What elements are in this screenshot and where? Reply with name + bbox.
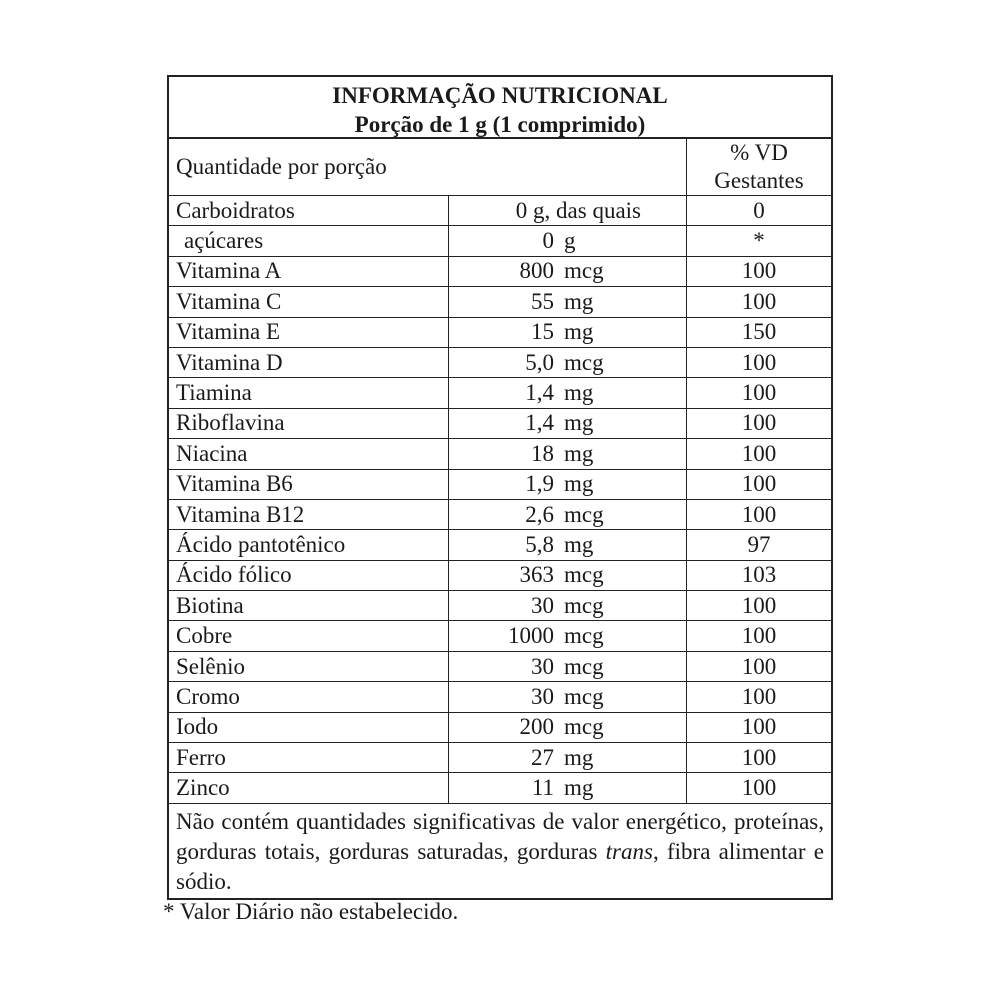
nutrient-amount-unit: mg [564,410,594,436]
nutrient-amount [449,408,687,438]
table-row [169,347,831,377]
nutrient-name-text: Biotina [176,592,244,618]
nutrient-amount-unit: mg [564,440,594,466]
nutrient-vd: 100 [687,378,832,408]
nutrition-facts-label [167,75,833,900]
nutrient-amount-unit: mcg [564,501,604,527]
nutrient-name-text: Vitamina B12 [176,501,305,527]
nutrient-amount-unit: mcg [564,562,604,588]
nutrient-vd: 100 [687,439,832,469]
table-row [169,469,831,499]
nutrient-name [169,408,449,438]
nutrient-vd: 100 [687,743,832,773]
nutrient-name-text: Iodo [176,714,219,740]
footer-note [169,804,831,898]
nutrient-vd: 100 [687,621,832,651]
label-header [169,77,831,139]
nutrient-amount-value: 5,8 [525,531,554,557]
nutrient-amount-wrap [449,561,686,589]
nutrient-name-text: Selênio [176,653,245,679]
nutrient-name-text: Vitamina D [176,349,283,375]
nutrient-amount-wrap [449,257,686,285]
nutrient-amount-wrap [449,592,686,620]
nutrient-amount-text: 0 g, das quais [515,197,641,223]
table-row [169,408,831,438]
nutrient-vd: 100 [687,347,832,377]
nutrient-amount-value: 1,4 [525,380,554,406]
qty-per-portion-header: Quantidade por porção [169,139,687,196]
nutrient-amount-wrap [449,713,686,741]
nutrient-amount [449,378,687,408]
nutrient-amount-unit: mcg [564,258,604,284]
nutrient-vd: * [687,226,832,256]
nutrient-amount-value: 363 [519,562,554,588]
nutrient-amount [449,287,687,317]
nutrient-amount-unit: mcg [564,592,604,618]
nutrient-vd: 100 [687,773,832,803]
nutrient-name [169,469,449,499]
nutrient-amount-wrap [449,531,686,559]
nutrient-name [169,317,449,347]
nutrient-amount-value: 30 [531,592,554,618]
nutrient-name [169,499,449,529]
nutrient-name-text: Cromo [176,683,240,709]
nutrient-amount-unit: mcg [564,653,604,679]
nutrient-amount-value: 1,4 [525,410,554,436]
nutrient-amount [449,743,687,773]
nutrient-name [169,560,449,590]
nutrient-vd: 97 [687,530,832,560]
nutrient-amount-unit: g [564,228,576,254]
table-row [169,287,831,317]
nutrient-name [169,226,449,256]
nutrient-name [169,621,449,651]
nutrient-amount-wrap [449,409,686,437]
table-row [169,317,831,347]
nutrient-amount-wrap [449,440,686,468]
nutrient-amount-wrap [449,653,686,681]
nutrient-name [169,651,449,681]
nutrient-amount-value: 1,9 [525,471,554,497]
nutrient-vd: 100 [687,287,832,317]
nutrient-name-text: açúcares [184,228,264,254]
nutrient-amount-value: 55 [531,288,554,314]
nutrient-amount [449,591,687,621]
nutrient-amount [449,439,687,469]
nutrient-name-text: Tiamina [176,380,252,406]
nutrient-name [169,378,449,408]
nutrient-amount [449,196,687,226]
nutrient-name-text: Vitamina E [176,319,281,345]
nutrient-amount-wrap [449,288,686,316]
nutrient-name-text: Cobre [176,623,233,649]
nutrient-vd: 100 [687,256,832,286]
table-row [169,743,831,773]
vd-header-line2: Gestantes [714,168,804,193]
table-row [169,591,831,621]
table-row [169,651,831,681]
nutrient-amount-unit: mg [564,319,594,345]
nutrient-amount-value: 800 [519,258,554,284]
nutrient-vd: 100 [687,712,832,742]
table-row [169,378,831,408]
nutrient-name [169,256,449,286]
nutrient-amount [449,651,687,681]
nutrient-amount-wrap [449,622,686,650]
nutrient-name-text: Ácido fólico [176,562,292,588]
nutrient-name [169,287,449,317]
nutrient-name [169,439,449,469]
nutrient-amount-wrap [449,349,686,377]
nutrition-table [169,139,831,804]
table-row [169,530,831,560]
nutrient-amount [449,773,687,803]
nutrient-amount-value: 30 [531,653,554,679]
nutrient-vd: 0 [687,196,832,226]
table-row [169,439,831,469]
table-row [169,773,831,803]
nutrient-amount [449,621,687,651]
nutrient-vd: 100 [687,469,832,499]
nutrient-name-text: Zinco [176,775,230,801]
nutrient-name [169,591,449,621]
nutrient-name-text: Carboidratos [176,197,295,223]
nutrient-name-text: Vitamina A [176,258,282,284]
nutrient-name [169,347,449,377]
table-row [169,226,831,256]
nutrient-amount-unit: mg [564,531,594,557]
table-row [169,712,831,742]
nutrient-amount-unit: mg [564,775,594,801]
nutrient-vd: 103 [687,560,832,590]
nutrient-amount [449,530,687,560]
nutrient-amount [449,560,687,590]
nutrient-amount [449,712,687,742]
nutrient-name-text: Niacina [176,440,248,466]
vd-header [687,139,832,196]
nutrient-amount-unit: mcg [564,623,604,649]
nutrient-amount-wrap [449,744,686,772]
nutrient-amount-wrap [449,470,686,498]
nutrient-name-text: Vitamina B6 [176,471,293,497]
nutrient-amount-wrap [449,318,686,346]
table-row [169,560,831,590]
nutrient-vd: 100 [687,682,832,712]
nutrient-amount-unit: mcg [564,714,604,740]
nutrient-amount [449,317,687,347]
nutrient-amount-unit: mcg [564,349,604,375]
nutrient-amount-unit: mg [564,288,594,314]
nutrient-amount-value: 200 [519,714,554,740]
nutrient-amount-value: 27 [531,744,554,770]
nutrient-amount-wrap [449,379,686,407]
nutrient-amount-value: 15 [531,319,554,345]
nutrient-amount-value: 5,0 [525,349,554,375]
nutrient-amount-value: 18 [531,440,554,466]
nutrient-amount [449,347,687,377]
nutrient-amount-value: 30 [531,683,554,709]
nutrient-name [169,530,449,560]
nutrient-vd: 100 [687,408,832,438]
nutrient-vd: 100 [687,591,832,621]
nutrient-amount [449,226,687,256]
vd-header-line1: % VD [730,140,788,165]
footer-note-text-1: Não contém quantidades significativas de valor energético, proteínas, gorduras totais, gorduras saturadas, gorduras [176,808,824,864]
nutrient-amount-unit: mg [564,471,594,497]
nutrient-amount-value: 1000 [508,623,554,649]
nutrient-amount-unit: mg [564,380,594,406]
nutrient-vd: 100 [687,499,832,529]
nutrient-amount-unit: mcg [564,683,604,709]
nutrient-vd: 100 [687,651,832,681]
nutrient-name [169,712,449,742]
nutrient-vd: 150 [687,317,832,347]
nutrient-amount-wrap [449,501,686,529]
table-row [169,196,831,226]
nutrient-name [169,773,449,803]
nutrient-name-text: Ácido pantotênico [176,531,346,557]
nutrient-amount-wrap [449,683,686,711]
table-row [169,256,831,286]
nutrient-amount [449,682,687,712]
daily-value-footnote: * Valor Diário não estabelecido. [163,899,459,924]
nutrient-amount-value: 2,6 [525,501,554,527]
nutrient-amount [449,256,687,286]
nutrient-amount-wrap [449,227,686,255]
footer-note-trans: trans [605,838,653,864]
table-row [169,621,831,651]
table-row [169,682,831,712]
nutrient-amount-value: 0 [542,228,554,254]
nutrient-name-text: Vitamina C [176,288,282,314]
nutrient-amount-value: 11 [531,775,554,801]
footer-note-text-2: , fibra alimentar e sódio. [176,838,824,894]
nutrient-name-text: Riboflavina [176,410,285,436]
nutrient-amount-unit: mg [564,744,594,770]
nutrient-name [169,682,449,712]
nutrient-name-text: Ferro [176,744,226,770]
nutrient-amount [449,469,687,499]
nutrient-amount [449,499,687,529]
label-title: INFORMAÇÃO NUTRICIONAL [332,83,668,108]
portion-size: Porção de 1 g (1 comprimido) [354,112,646,137]
nutrient-name [169,196,449,226]
nutrient-name [169,743,449,773]
nutrient-amount-wrap [449,774,686,802]
table-row [169,499,831,529]
table-header-row [169,139,831,196]
